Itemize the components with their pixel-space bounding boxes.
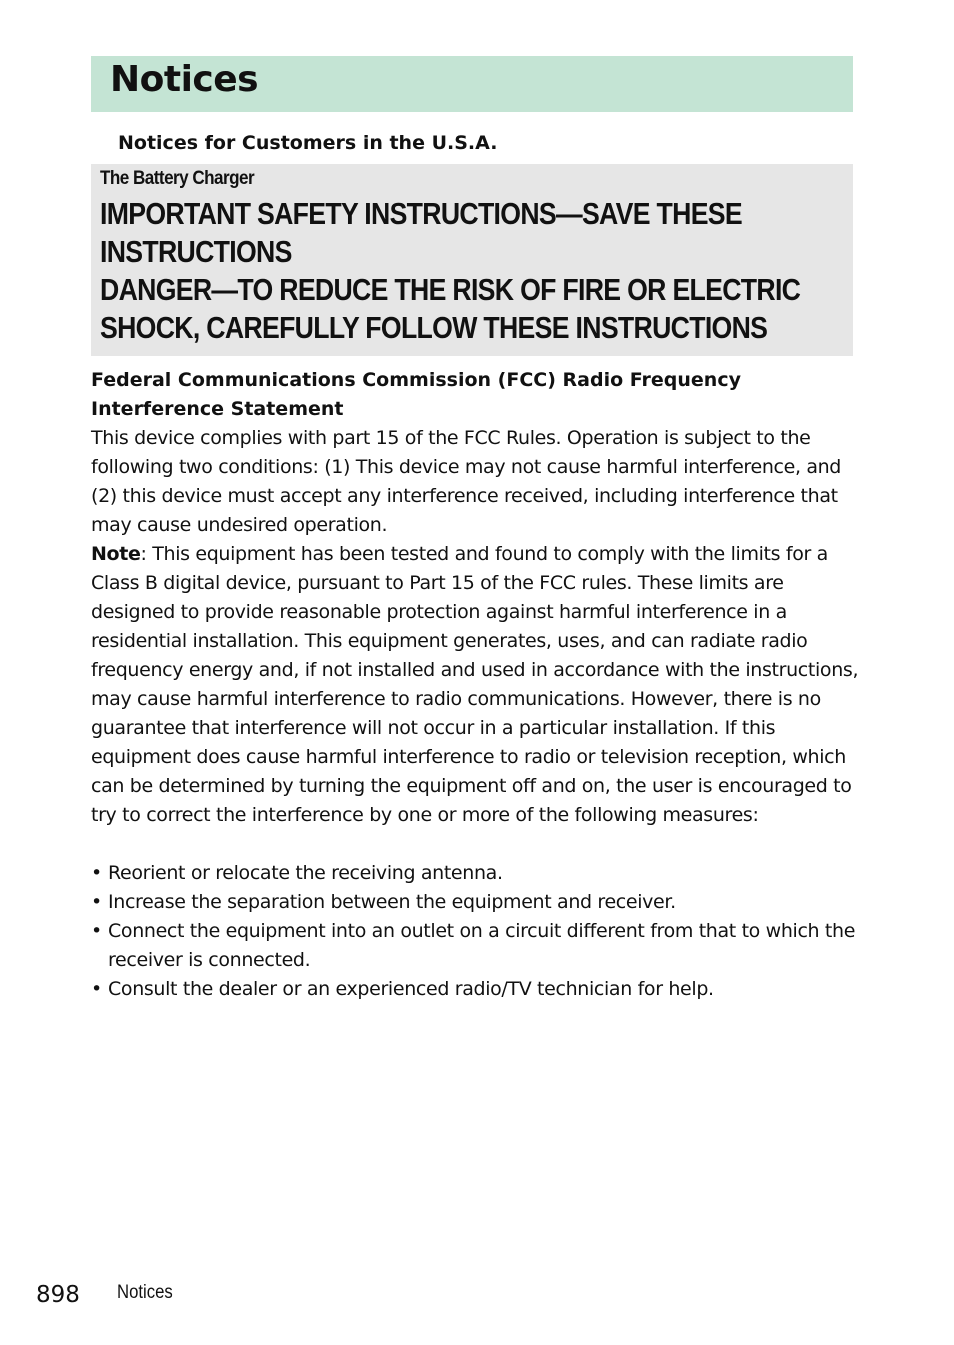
fcc-statement-title: Federal Communications Commission (FCC) Radio Frequency Interference Statement <box>91 369 741 420</box>
danger-warning: DANGER—TO REDUCE THE RISK OF FIRE OR ELECTRIC SHOCK, CAREFULLY FOLLOW THESE INSTRUCTIONS <box>100 272 801 345</box>
corrective-measures-list <box>91 859 861 1004</box>
section-subheading: Notices for Customers in the U.S.A. <box>118 132 498 154</box>
note-text: : This equipment has been tested and found to comply with the limits for a Class B digital device, pursuant to Part 15 of the FCC rules. These limits are designed to provide reasonable protection against harmful interference in a residential installation. This equipment generates, uses, and can radiate radio frequency energy and, if not installed and used in accordance with the instructions, may cause harmful interference to radio communications. However, there is no guarantee that interference will not occur in a particular installation. If this equipment does cause harmful interference to radio or television reception, which can be determined by turning the equipment off and on, the user is encouraged to try to correct the interference by one or more of the following measures: <box>91 543 859 826</box>
page-number: 898 <box>36 1282 80 1308</box>
fcc-compliance-paragraph: This device complies with part 15 of the FCC Rules. Operation is subject to the following two conditions: (1) This device may not cause harmful interference, and (2) this device must accept any interference received, including interference that may cause undesired operation. <box>91 427 842 536</box>
list-item: • Connect the equipment into an outlet on a circuit different from that to which the receiver is connected. <box>91 917 861 975</box>
safety-instructions-warning: IMPORTANT SAFETY INSTRUCTIONS—SAVE THESE INSTRUCTIONS <box>100 196 742 269</box>
list-item: • Increase the separation between the equipment and receiver. <box>91 888 861 917</box>
page-title-bar <box>91 56 853 112</box>
list-item: • Reorient or relocate the receiving antenna. <box>91 859 861 888</box>
battery-charger-label: The Battery Charger <box>100 168 255 189</box>
page-title: Notices <box>110 59 259 100</box>
list-item: • Consult the dealer or an experienced radio/TV technician for help. <box>91 975 861 1004</box>
footer-section-label: Notices <box>117 1282 173 1303</box>
battery-charger-box <box>91 164 853 356</box>
note-label: Note <box>91 543 141 565</box>
fcc-note-paragraph <box>91 540 861 830</box>
